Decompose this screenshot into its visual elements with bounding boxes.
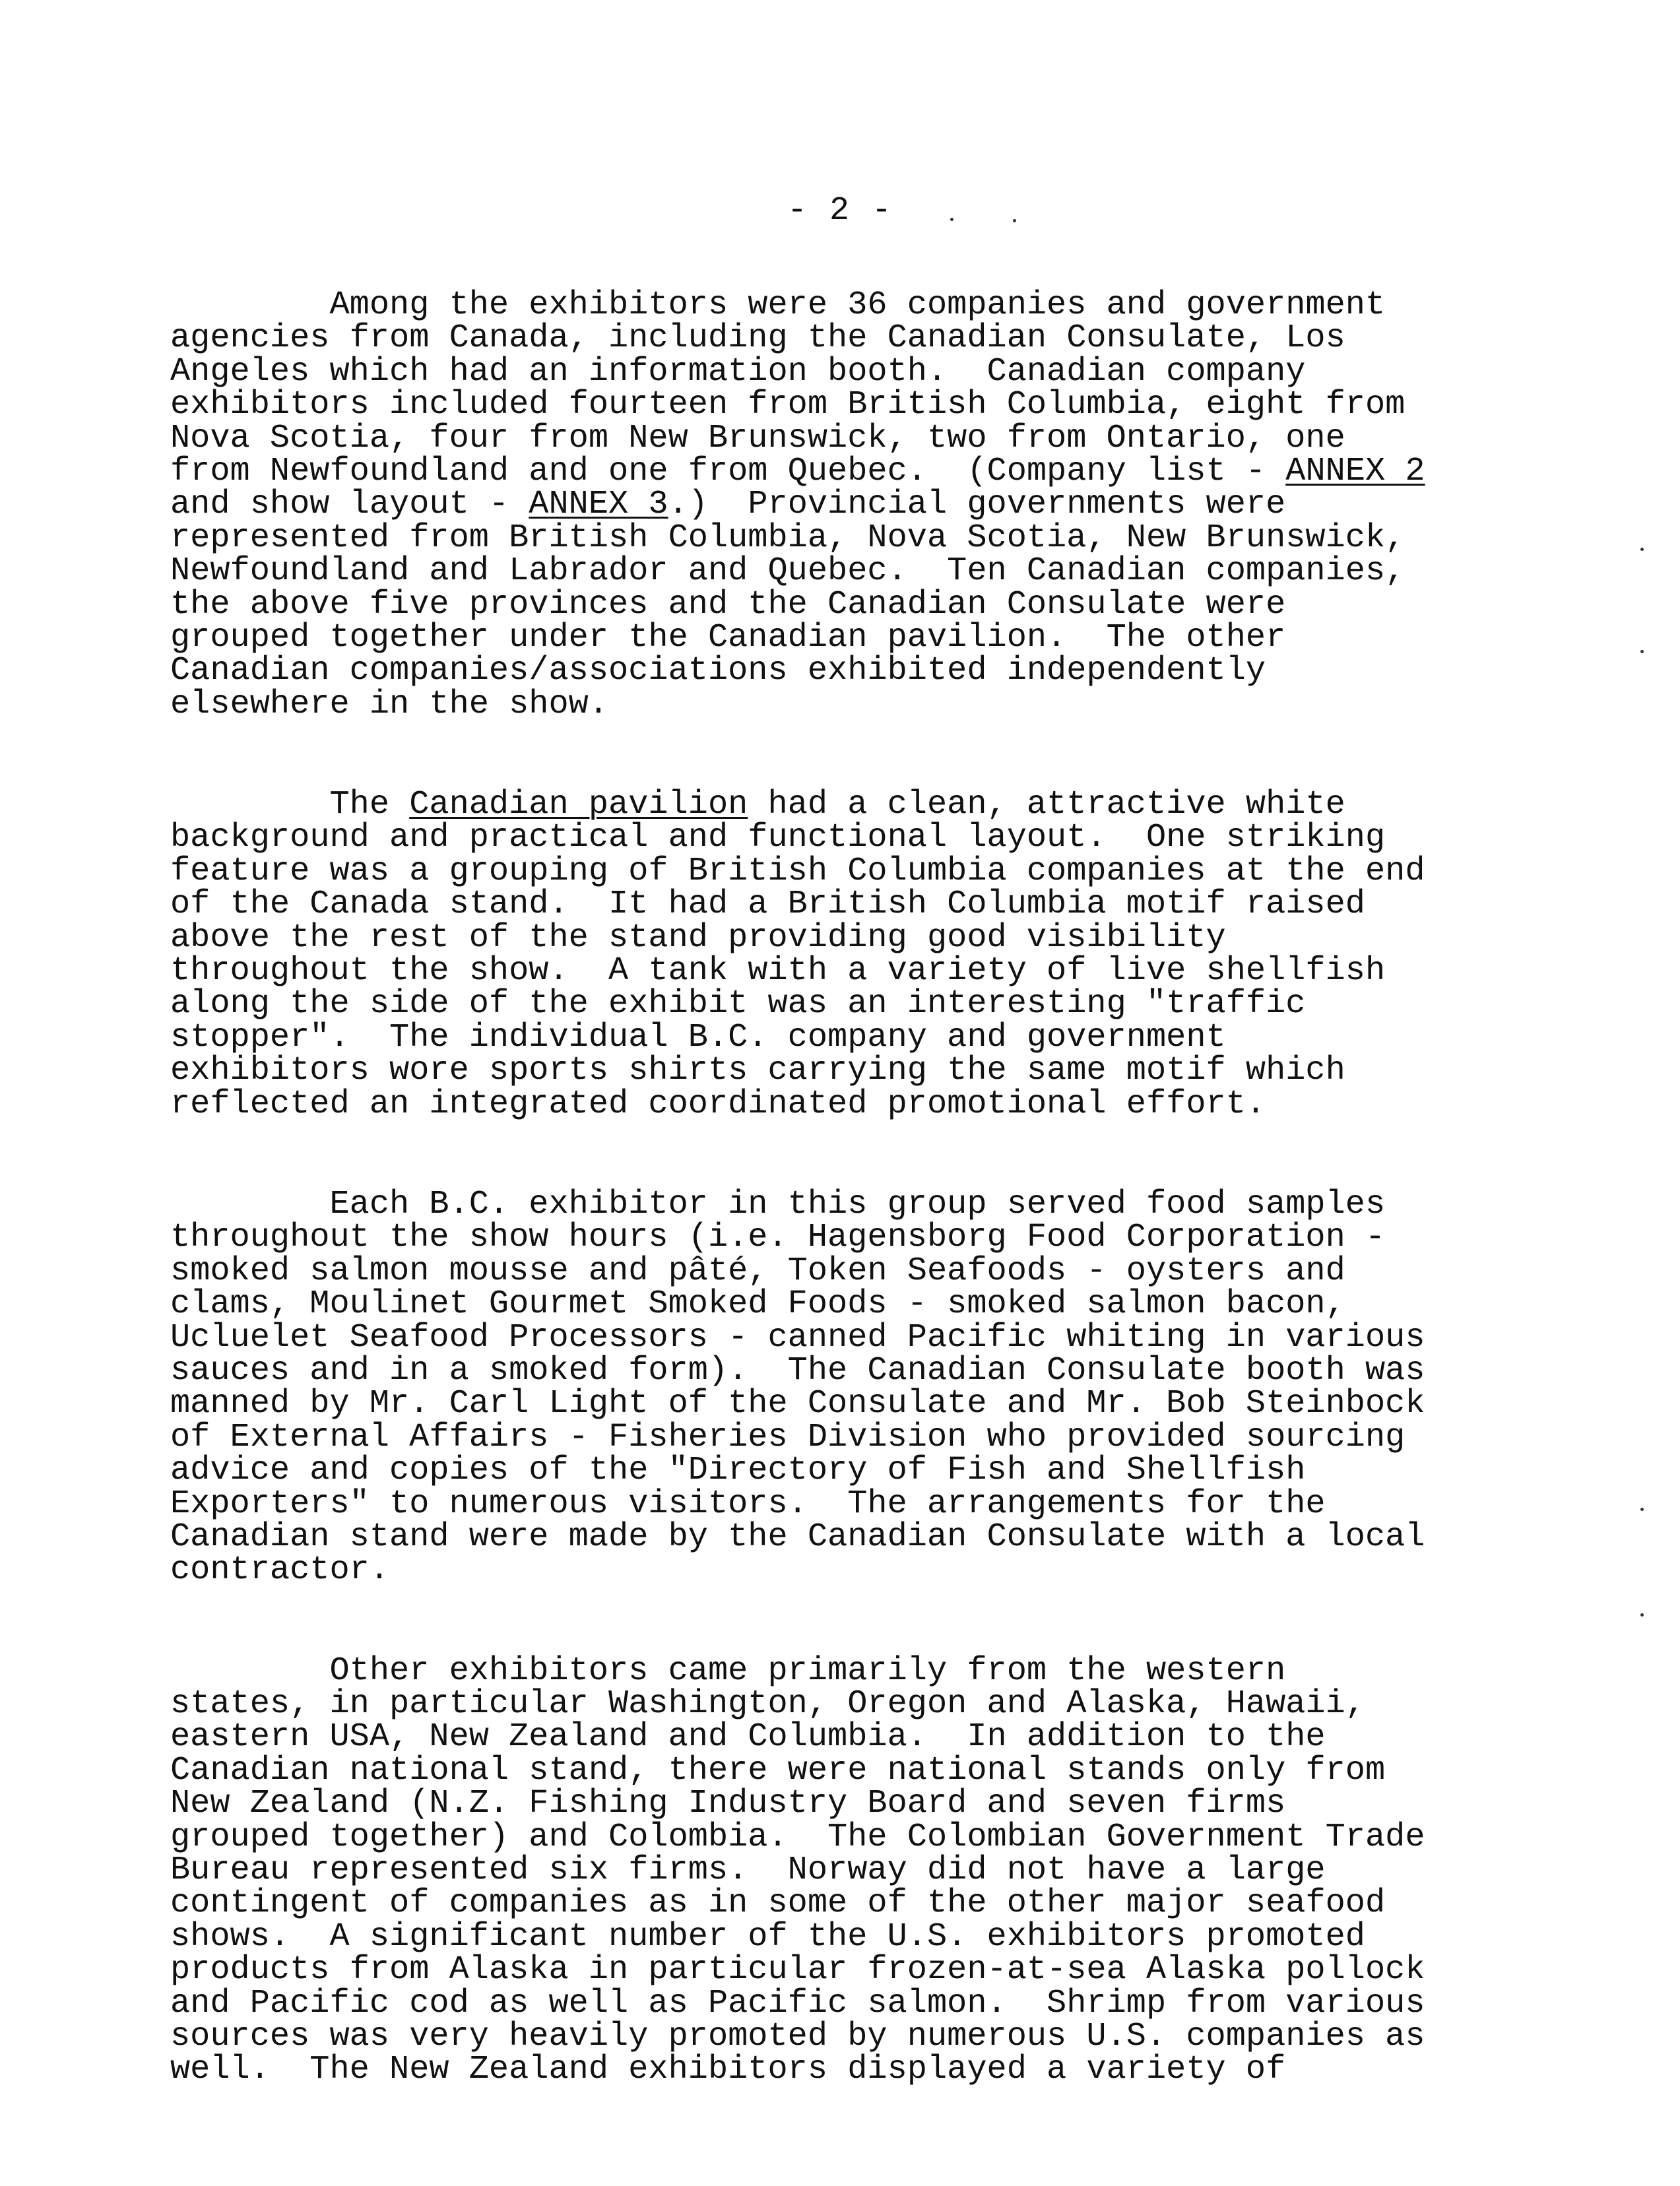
text-line: of External Affairs - Fisheries Division who provided sourcing — [170, 1418, 1405, 1456]
scan-speck — [950, 218, 953, 221]
text-line: Canadian national stand, there were national stands only from — [170, 1751, 1386, 1789]
text-line: agencies from Canada, including the Canadian Consulate, Los — [170, 319, 1345, 358]
text-line: elsewhere in the show. — [170, 685, 609, 723]
text-line: represented from British Columbia, Nova Scotia, New Brunswick, — [170, 519, 1405, 557]
text-line: contractor. — [170, 1551, 390, 1590]
text-line: along the side of the exhibit was an interesting "traffic — [170, 985, 1306, 1023]
paragraph — [170, 788, 1609, 1121]
text-line: products from Alaska in particular frozen-at-sea Alaska pollock — [170, 1951, 1425, 1989]
text-line: eastern USA, New Zealand and Columbia. In addition to the — [170, 1718, 1326, 1756]
text-line: states, in particular Washington, Oregon and Alaska, Hawaii, — [170, 1685, 1365, 1723]
text-line: background and practical and functional layout. One striking — [170, 819, 1386, 857]
text-line: well. The New Zealand exhibitors displayed a variety of — [170, 2051, 1286, 2089]
text-line: smoked salmon mousse and pâté, Token Seafoods - oysters and — [170, 1252, 1345, 1290]
scan-speck — [1013, 219, 1016, 222]
text-line: Other exhibitors came primarily from the western — [170, 1652, 1286, 1690]
text-line: exhibitors wore sports shirts carrying the same motif which — [170, 1052, 1345, 1090]
text-line: reflected an integrated coordinated promotional effort. — [170, 1085, 1266, 1123]
scan-speck — [1640, 1508, 1644, 1511]
text-line: contingent of companies as in some of the other major seafood — [170, 1884, 1386, 1923]
text-line: Among the exhibitors were 36 companies and government — [170, 286, 1386, 324]
underlined-text: Canadian pavilion — [409, 786, 748, 824]
paragraph — [170, 1185, 1609, 1590]
paragraph — [170, 286, 1609, 723]
text-line: Ucluelet Seafood Processors - canned Pacific whiting in various — [170, 1318, 1425, 1357]
text-line: from Newfoundland and one from Quebec. (Company list - ANNEX 2 — [170, 452, 1425, 490]
text-line: manned by Mr. Carl Light of the Consulate and Mr. Bob Steinbock — [170, 1385, 1425, 1423]
text-line: the above five provinces and the Canadian Consulate were — [170, 585, 1286, 624]
text-line: shows. A significant number of the U.S. exhibitors promoted — [170, 1917, 1365, 1956]
text-line: grouped together) and Colombia. The Colombian Government Trade — [170, 1818, 1425, 1856]
scan-speck — [1640, 650, 1644, 653]
page-number: - 2 - — [787, 192, 893, 230]
paragraph — [170, 1652, 1609, 2089]
text-line: feature was a grouping of British Columbia companies at the end — [170, 852, 1425, 890]
text-line: clams, Moulinet Gourmet Smoked Foods - smoked salmon bacon, — [170, 1285, 1345, 1324]
text-line: throughout the show hours (i.e. Hagensborg Food Corporation - — [170, 1219, 1386, 1257]
text-line: grouped together under the Canadian pavilion. The other — [170, 618, 1286, 657]
text-line: sauces and in a smoked form). The Canadian Consulate booth was — [170, 1351, 1425, 1390]
text-line: of the Canada stand. It had a British Columbia motif raised — [170, 885, 1365, 924]
text-line: above the rest of the stand providing good visibility — [170, 918, 1226, 957]
underlined-text: ANNEX 3 — [529, 486, 668, 524]
text-line: Bureau represented six firms. Norway did not have a large — [170, 1851, 1326, 1890]
text-line: Canadian stand were made by the Canadian Consulate with a local — [170, 1518, 1425, 1556]
text-line: Each B.C. exhibitor in this group served food samples — [170, 1185, 1386, 1223]
text-line: throughout the show. A tank with a variety of live shellfish — [170, 952, 1386, 990]
text-line: New Zealand (N.Z. Fishing Industry Board and seven firms — [170, 1785, 1286, 1823]
text-line: and show layout - ANNEX 3.) Provincial governments were — [170, 486, 1286, 524]
underlined-text: ANNEX 2 — [1285, 452, 1425, 490]
text-line: stopper". The individual B.C. company and government — [170, 1018, 1226, 1056]
text-line: sources was very heavily promoted by numerous U.S. companies as — [170, 2017, 1425, 2055]
scan-speck — [1640, 548, 1644, 551]
scan-speck — [1640, 1613, 1644, 1617]
text-line: Exporters" to numerous visitors. The arrangements for the — [170, 1485, 1326, 1523]
text-line: Nova Scotia, four from New Brunswick, two from Ontario, one — [170, 419, 1345, 457]
text-line: and Pacific cod as well as Pacific salmon. Shrimp from various — [170, 1984, 1425, 2022]
text-line: The Canadian pavilion had a clean, attractive white — [170, 786, 1345, 824]
text-line: Newfoundland and Labrador and Quebec. Ten Canadian companies, — [170, 552, 1405, 591]
text-line: exhibitors included fourteen from British Columbia, eight from — [170, 386, 1405, 424]
text-line: Angeles which had an information booth. Canadian company — [170, 352, 1306, 391]
document-body — [170, 286, 1609, 2154]
text-line: Canadian companies/associations exhibited independently — [170, 652, 1266, 690]
text-line: advice and copies of the "Directory of Fish and Shellfish — [170, 1452, 1306, 1490]
